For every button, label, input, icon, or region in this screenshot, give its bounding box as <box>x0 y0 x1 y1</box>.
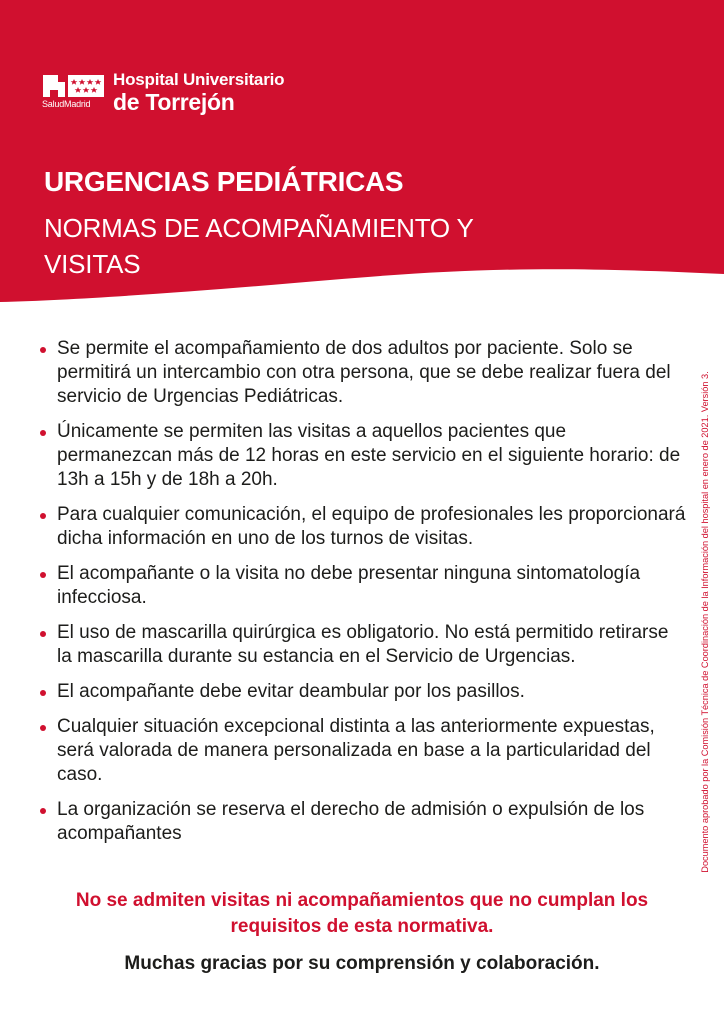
bullet-icon <box>40 690 46 696</box>
rule-text: Cualquier situación excepcional distinta a las anteriormente expuestas, será valorada de manera personalizada en base a la particularidad del caso. <box>57 716 655 785</box>
rule-text: La organización se reserva el derecho de admisión o expulsión de los acompañantes <box>57 799 645 844</box>
rules-list <box>36 337 686 857</box>
logo-text: SaludMadrid <box>42 99 91 109</box>
bullet-icon <box>40 631 46 637</box>
bullet-icon <box>40 808 46 814</box>
rule-text: El acompañante o la visita no debe presentar ninguna sintomatología infecciosa. <box>57 563 641 608</box>
rule-text: El acompañante debe evitar deambular por los pasillos. <box>57 681 525 702</box>
rule-item <box>36 680 686 704</box>
page-subtitle: NORMAS DE ACOMPAÑAMIENTO Y VISITAS <box>44 213 474 279</box>
rule-item <box>36 503 686 551</box>
bullet-icon <box>40 513 46 519</box>
bullet-icon <box>40 572 46 578</box>
bullet-icon <box>40 347 46 353</box>
rule-text: Se permite el acompañamiento de dos adultos por paciente. Solo se permitirá un intercambio con otra persona, que se debe realizar fuera del servicio de Urgencias Pediátricas. <box>57 338 671 407</box>
bullet-icon <box>40 725 46 731</box>
rule-text: Para cualquier comunicación, el equipo de profesionales les proporcionará dicha información en uno de los turnos de visitas. <box>57 504 686 549</box>
rule-text: El uso de mascarilla quirúrgica es obligatorio. No está permitido retirarse la mascarilla durante su estancia en el Servicio de Urgencias. <box>57 622 669 667</box>
rule-item <box>36 562 686 610</box>
thanks-message: Muchas gracias por su comprensión y colaboración. <box>124 953 600 974</box>
rule-item <box>36 420 686 492</box>
rule-text: Únicamente se permiten las visitas a aquellos pacientes que permanezcan más de 12 horas en este servicio en el siguiente horario: de 13h a 15h y de 18h a 20h. <box>57 421 681 490</box>
warning-notice: No se admiten visitas ni acompañamientos que no cumplan los requisitos de esta normativa. <box>75 890 649 937</box>
approval-note: Documento aprobado por la Comisión Técnica de Coordinación de la Información del hospital en enero de 2021. Versión 3. <box>700 371 710 873</box>
rule-item <box>36 798 686 846</box>
rule-item <box>36 337 686 409</box>
bullet-icon <box>40 430 46 436</box>
rule-item <box>36 715 686 787</box>
page-title: URGENCIAS PEDIÁTRICAS <box>44 166 404 197</box>
hospital-name-line2: de Torrejón <box>113 89 235 115</box>
hospital-name-line1: Hospital Universitario <box>113 70 285 89</box>
rule-item <box>36 621 686 669</box>
